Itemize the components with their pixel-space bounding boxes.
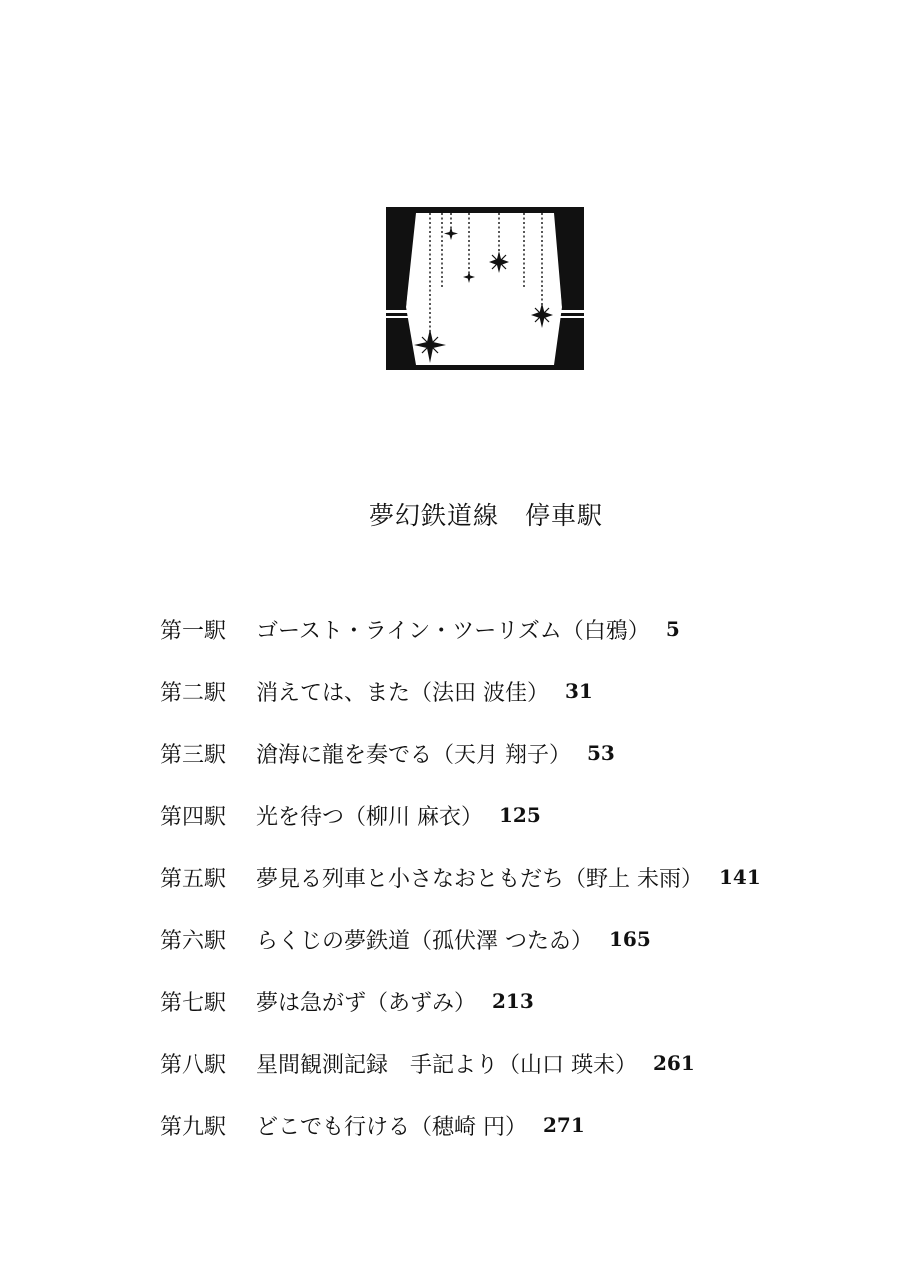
toc-entry xyxy=(160,609,880,649)
station-label: 第五駅 xyxy=(160,866,227,892)
curtain-stars-icon xyxy=(386,207,584,370)
story-title-author: 光を待つ（柳川 麻衣） xyxy=(256,804,483,830)
station-label: 第一駅 xyxy=(160,618,227,644)
story-title-author: 星間観測記録 手記より（山口 瑛未） xyxy=(256,1052,637,1078)
toc-entry xyxy=(160,795,880,835)
page-number: 213 xyxy=(492,989,534,1013)
page-title: 夢幻鉄道線 停車駅 xyxy=(368,501,603,530)
station-label: 第二駅 xyxy=(160,680,227,706)
toc-entry xyxy=(160,1043,880,1083)
table-of-contents xyxy=(160,609,880,1167)
toc-entry xyxy=(160,981,880,1021)
page-number: 165 xyxy=(609,927,651,951)
story-title-author: 夢見る列車と小さなおともだち（野上 未雨） xyxy=(256,866,703,892)
toc-entry xyxy=(160,733,880,773)
station-label: 第六駅 xyxy=(160,928,227,954)
station-label: 第八駅 xyxy=(160,1052,227,1078)
page-number: 53 xyxy=(587,741,615,765)
toc-entry xyxy=(160,1105,880,1145)
station-label: 第九駅 xyxy=(160,1114,227,1140)
station-label: 第七駅 xyxy=(160,990,227,1016)
story-title-author: らくじの夢鉄道（孤伏澤 つたゐ） xyxy=(256,928,593,954)
page-number: 261 xyxy=(653,1051,695,1075)
story-title-author: どこでも行ける（穂崎 円） xyxy=(256,1114,527,1140)
curtain-stars-emblem xyxy=(386,207,584,370)
toc-entry xyxy=(160,857,880,897)
story-title-author: ゴースト・ライン・ツーリズム（白鴉） xyxy=(256,618,650,644)
page-number: 271 xyxy=(543,1113,585,1137)
story-title-author: 夢は急がず（あずみ） xyxy=(256,990,477,1016)
station-label: 第三駅 xyxy=(160,742,227,768)
story-title-author: 消えては、また（法田 波佳） xyxy=(256,680,549,706)
page-number: 141 xyxy=(719,865,761,889)
toc-entry xyxy=(160,919,880,959)
story-title-author: 滄海に龍を奏でる（天月 翔子） xyxy=(256,742,571,768)
toc-entry xyxy=(160,671,880,711)
page-number: 31 xyxy=(565,679,593,703)
page-number: 5 xyxy=(665,617,680,641)
page-number: 125 xyxy=(499,803,541,827)
station-label: 第四駅 xyxy=(160,804,227,830)
